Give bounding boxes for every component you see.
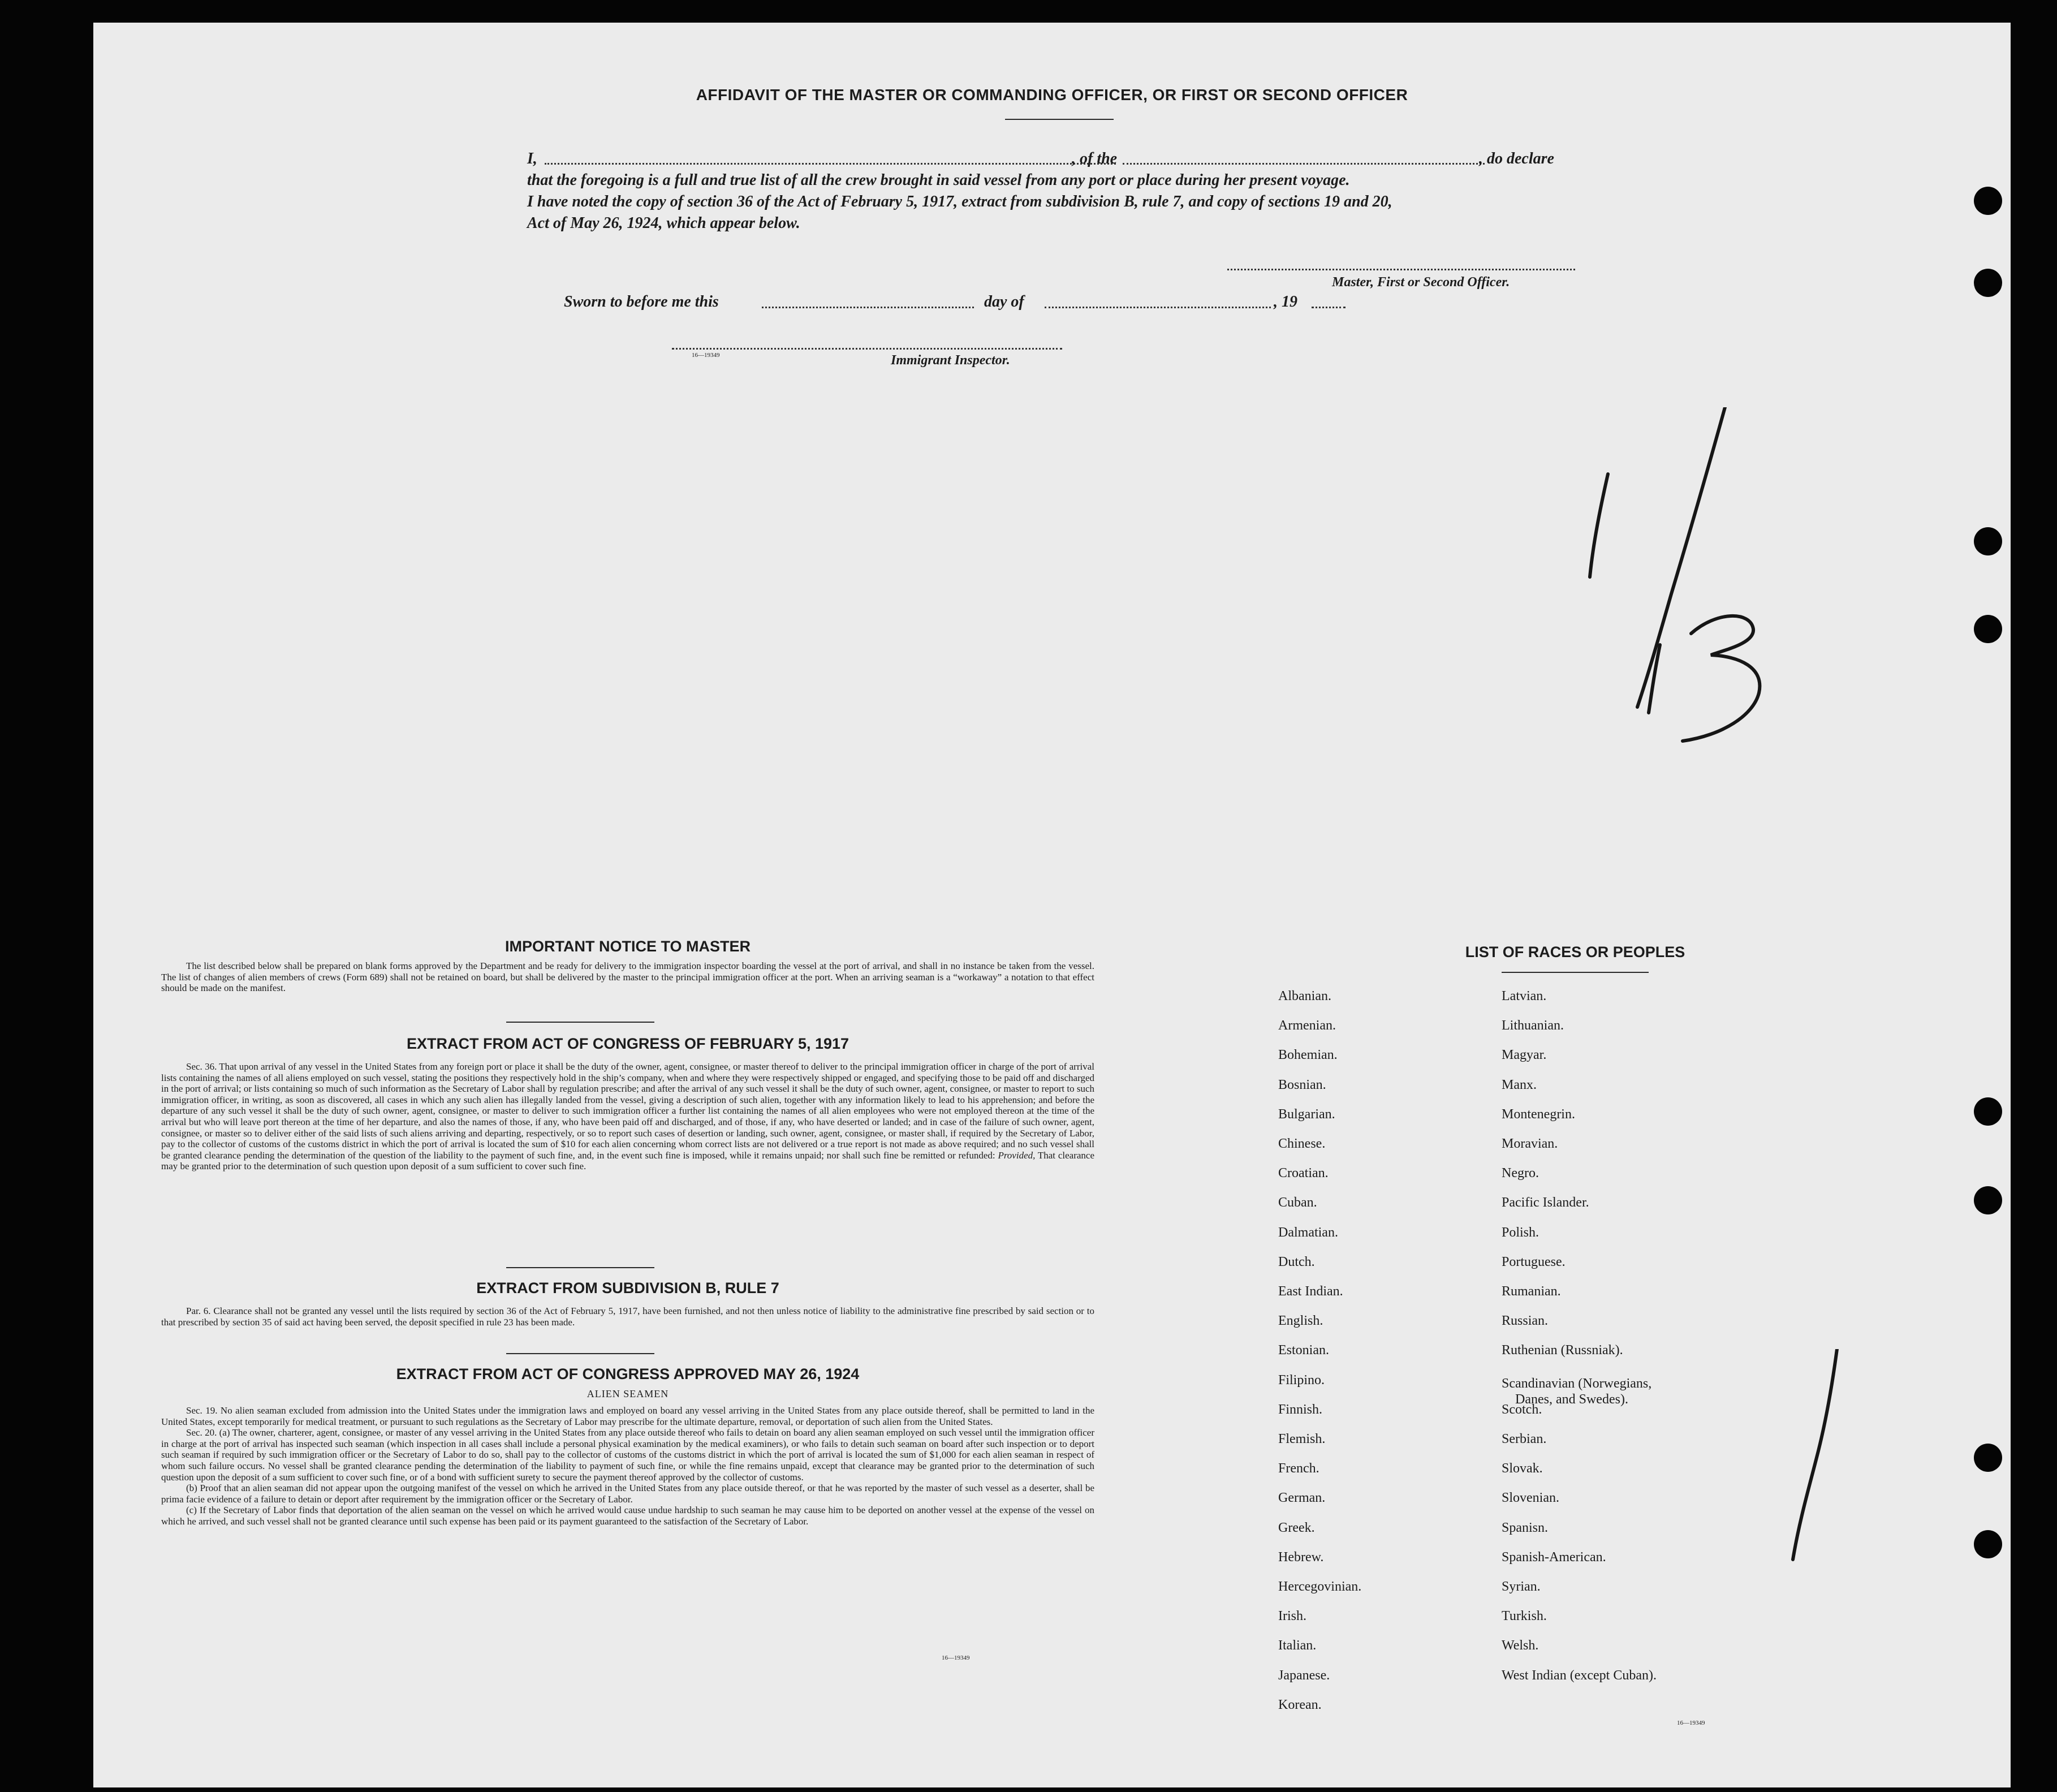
section-19-body: No alien seaman excluded from admission into the United States under the immigration laws and employed on board any vessel arriving in the United States from any place outside thereof, shall be permitted to land in the United States, except temporarily for medical treatment, or pursuant to such regulations as the Secretary of Labor may prescribe for the ultimate departure, removal, or deportation of such alien from the United States. xyxy=(161,1405,1095,1427)
race-item: Filipino. xyxy=(1278,1372,1325,1388)
binder-hole xyxy=(1974,1444,2002,1472)
race-item: Lithuanian. xyxy=(1502,1018,1564,1033)
binder-hole xyxy=(1974,187,2002,215)
sworn-month-blank xyxy=(1045,307,1271,308)
vessel-blank xyxy=(1123,163,1485,165)
race-item: Hercegovinian. xyxy=(1278,1579,1362,1594)
race-item: English. xyxy=(1278,1313,1323,1329)
binder-hole xyxy=(1974,1097,2002,1126)
extract-1924-block xyxy=(161,1405,1094,1527)
race-item: Cuban. xyxy=(1278,1195,1317,1211)
race-item: Serbian. xyxy=(1502,1432,1547,1446)
rule7-title: EXTRACT FROM SUBDIVISION B, RULE 7 xyxy=(476,1280,779,1296)
section-20c-text: (c) If the Secretary of Labor finds that deportation of the alien seaman on the vessel on which he arrived would cause undue hardship to such seaman he may cause him to be deported on another vessel at the expense of the vessel on which he arrived, and such vessel shall not be granted clearance until such expense has been paid or its payment guaranteed to the satisfaction of the Secretary of Labor. xyxy=(161,1505,1094,1527)
sworn-start: Sworn to before me this xyxy=(564,293,719,311)
section-19-label: Sec. 19. xyxy=(186,1405,218,1416)
race-item: Welsh. xyxy=(1502,1638,1539,1653)
race-item: Scandinavian (Norwegians, xyxy=(1502,1376,1652,1391)
race-item: Moravian. xyxy=(1502,1136,1558,1151)
rule7-divider xyxy=(506,1353,654,1354)
affidavit-title: AFFIDAVIT OF THE MASTER OR COMMANDING OFFICER, OR FIRST OR SECOND OFFICER xyxy=(696,86,1408,104)
extract-1924-title: EXTRACT FROM ACT OF CONGRESS APPROVED MAY 26, 1924 xyxy=(396,1365,860,1382)
race-item: Rumanian. xyxy=(1502,1284,1561,1299)
race-item: Slovak. xyxy=(1502,1461,1543,1476)
race-item: Magyar. xyxy=(1502,1048,1547,1063)
race-item: Portuguese. xyxy=(1502,1254,1566,1269)
extract-1917-title: EXTRACT FROM ACT OF CONGRESS OF FEBRUARY 5, 1917 xyxy=(406,1035,849,1052)
section-36-end: That clearance may be granted prior to the determination of such question upon deposit of a sum sufficient to cover such fine. xyxy=(161,1149,1094,1172)
race-item: Italian. xyxy=(1278,1638,1317,1653)
binder-hole xyxy=(1974,615,2002,643)
binder-hole xyxy=(1974,269,2002,297)
section-36-label: Sec. 36. xyxy=(186,1061,217,1072)
race-item: Latvian. xyxy=(1502,989,1547,1003)
extract-1917-block xyxy=(161,1061,1094,1172)
provided-term: Provided, xyxy=(998,1149,1036,1161)
sworn-year-blank xyxy=(1312,307,1346,308)
document-page xyxy=(93,23,2011,1787)
notice-block xyxy=(161,960,1094,994)
affidavit-line3: I have noted the copy of section 36 of the Act of February 5, 1917, extract from subdivision B, rule 7, and copy of sections 19 and 20, xyxy=(527,193,1392,210)
handwritten-fraction xyxy=(1541,407,1779,758)
extract-1917-divider xyxy=(506,1267,654,1268)
race-item: Slovenian. xyxy=(1502,1491,1559,1506)
race-item: Russian. xyxy=(1502,1313,1549,1329)
sworn-day-blank xyxy=(762,307,974,308)
race-item: Albanian. xyxy=(1278,989,1331,1003)
signature-label: Master, First or Second Officer. xyxy=(1332,275,1510,290)
section-20a-text xyxy=(161,1427,1094,1483)
affidavit-line4: Act of May 26, 1924, which appear below. xyxy=(527,214,800,232)
race-item: Estonian. xyxy=(1278,1343,1329,1358)
race-item: Bulgarian. xyxy=(1278,1106,1335,1122)
races-title: LIST OF RACES OR PEOPLES xyxy=(1465,944,1685,960)
race-item: Pacific Islander. xyxy=(1502,1195,1589,1211)
section-19-text xyxy=(161,1405,1094,1427)
extract-form-number: 16—19349 xyxy=(942,1655,970,1661)
race-item: Hebrew. xyxy=(1278,1549,1324,1565)
affidavit-form-number: 16—19349 xyxy=(692,352,720,359)
race-item: Chinese. xyxy=(1278,1136,1326,1151)
race-item: West Indian (except Cuban). xyxy=(1502,1668,1657,1683)
alien-seamen-subtitle: ALIEN SEAMEN xyxy=(587,1388,669,1399)
race-item: Irish. xyxy=(1278,1609,1306,1624)
sworn-year-label: , 19 xyxy=(1274,293,1297,311)
races-form-number: 16—19349 xyxy=(1677,1720,1705,1726)
section-20b-text: (b) Proof that an alien seaman did not appear upon the outgoing manifest of the vessel on which he arrived in the United States from any place outside thereof, or that he was reported by the master of such vessel as a deserter, shall be prima facie evidence of a failure to detain or deport after requirement by the immigration officer or the Secretary of Labor. xyxy=(161,1483,1094,1505)
race-item: Flemish. xyxy=(1278,1432,1326,1446)
race-item: Greek. xyxy=(1278,1520,1315,1535)
affidavit-line1-end: , do declare xyxy=(1479,150,1554,167)
binder-hole xyxy=(1974,1186,2002,1214)
race-item: Dutch. xyxy=(1278,1254,1315,1269)
race-item: Bohemian. xyxy=(1278,1048,1338,1063)
race-item: Finnish. xyxy=(1278,1402,1323,1417)
race-item: Polish. xyxy=(1502,1225,1539,1240)
race-item: Armenian. xyxy=(1278,1018,1336,1033)
races-divider xyxy=(1502,972,1649,973)
race-item: East Indian. xyxy=(1278,1284,1343,1299)
race-item: Manx. xyxy=(1502,1077,1537,1092)
race-item: Ruthenian (Russniak). xyxy=(1502,1343,1623,1358)
race-item: Negro. xyxy=(1502,1166,1539,1181)
race-item: Spanisn. xyxy=(1502,1520,1549,1535)
affidavit-line1-start: I, xyxy=(527,150,537,167)
race-item: Danes, and Swedes). xyxy=(1515,1392,1628,1407)
signature-blank xyxy=(1227,269,1575,270)
extract-1917-text xyxy=(161,1061,1094,1172)
name-blank xyxy=(545,163,1116,165)
race-item: French. xyxy=(1278,1461,1319,1476)
race-item: Syrian. xyxy=(1502,1579,1541,1594)
race-item: Bosnian. xyxy=(1278,1077,1326,1092)
affidavit-line2: that the foregoing is a full and true list of all the crew brought in said vessel from any port or place during her present voyage. xyxy=(527,171,1350,189)
rule7-text: Par. 6. Clearance shall not be granted any vessel until the lists required by section 36 of the Act of February 5, 1917, have been furnished, and not then unless notice of liability to the administrative fine prescribed by said section or to that prescribed by section 35 of said act having been served, the deposit specified in rule 23 has been made. xyxy=(161,1306,1094,1328)
notice-title: IMPORTANT NOTICE TO MASTER xyxy=(505,938,751,955)
handwritten-stroke-mark xyxy=(1787,1349,1844,1564)
section-20-label: Sec. 20. xyxy=(186,1427,217,1438)
race-item: German. xyxy=(1278,1491,1326,1506)
race-item: Japanese. xyxy=(1278,1668,1330,1683)
inspector-label: Immigrant Inspector. xyxy=(891,353,1010,368)
binder-hole xyxy=(1974,527,2002,555)
race-item: Korean. xyxy=(1278,1697,1322,1712)
affidavit-line1-mid: , of the xyxy=(1072,150,1118,167)
notice-text: The list described below shall be prepared on blank forms approved by the Department and be ready for delivery to the immigration inspector boarding the vessel at the port of arrival, and shall in no instance be taken from the vessel. The list of changes of alien members of crews (Form 689) shall not be retained on board, but shall be delivered by the master to the principal immigration officer at the port. When an arriving seaman is a “workaway” a notation to that effect should be made on the manifest. xyxy=(161,960,1094,994)
race-item: Dalmatian. xyxy=(1278,1225,1338,1240)
section-20a-body: (a) The owner, charterer, agent, consignee, or master of any vessel arriving in the United States from any place outside thereof who fails to detain on board any alien seaman employed on such vessel until the immigration officer in charge at the port of arrival has inspected such seaman (which inspection in all cases shall include a personal physical examination by the medical examiners), or who fails to detain such seaman on board after such inspection or to deport such seaman if required by such immigration officer or the Secretary of Labor to do so, shall pay to the collector of customs of the customs district in which the port of arrival is located the sum of $1,000 for each alien seaman in respect of whom such failure occurs. No vessel shall be granted clearance pending the determination of the liability to payment of such fine, or while the fine remains unpaid, except that clearance may be granted prior to the determination of such question upon the deposit of a sum sufficient to cover such fine, or of a bond with sufficient surety to secure the payment thereof approved by the collector of customs. xyxy=(161,1427,1095,1483)
race-item: Turkish. xyxy=(1502,1609,1547,1624)
notice-divider xyxy=(506,1022,654,1023)
race-item: Spanish-American. xyxy=(1502,1549,1606,1565)
section-36-body: That upon arrival of any vessel in the United States from any foreign port or place it shall be the duty of the owner, agent, consignee, or master thereof to deliver to the principal immigration officer in charge of the port of arrival lists containing the names of all aliens employed on such vessel, stating the positions they respectively hold in the ship’s company, when and where they were respectively shipped or engaged, and specifying those to be paid off and discharged in the port of arrival; or lists containing so much of such information as the Secretary of Labor shall by regulation prescribe; and after the arrival of any such vessel it shall be the duty of such owner, agent, consignee, or master to report to such immigration officer, in writing, as soon as discovered, all cases in which any such alien has illegally landed from the vessel, giving a description of such alien, together with any information likely to lead to his apprehension; and before the departure of any such vessel it shall be the duty of such owner, agent, consignee, or master to deliver to such immigration officer a further list containing the names of all alien employees who were not employed thereon at the time of the arrival but who will leave port thereon at the time of her departure, and also the names of those, if any, who have been paid off and discharged, and of those, if any, who have deserted or landed; and in case of the failure of such owner, agent, consignee, or master so to deliver either of the said lists of such aliens arriving and departing, respectively, or so to report such cases of desertion or landing, such owner, agent, consignee, or master shall, if required by the Secretary of Labor, pay to the collector of customs of the customs district in which the port of arrival is located the sum of $10 for each alien concerning whom correct lists are not delivered or a true report is not made as above required; and no such vessel shall be granted clearance pending the determination of the question of the liability to the payment of such fine, and, in the event such fine is imposed, while it remains unpaid; nor shall such fine be remitted or refunded: xyxy=(161,1061,1094,1161)
binder-hole xyxy=(1974,1530,2002,1558)
race-item: Montenegrin. xyxy=(1502,1106,1575,1122)
race-item: Scotch. xyxy=(1502,1402,1542,1417)
race-item: Croatian. xyxy=(1278,1166,1329,1181)
rule7-block xyxy=(161,1306,1094,1328)
sworn-day-label: day of xyxy=(984,293,1024,311)
title-divider xyxy=(1005,119,1114,120)
